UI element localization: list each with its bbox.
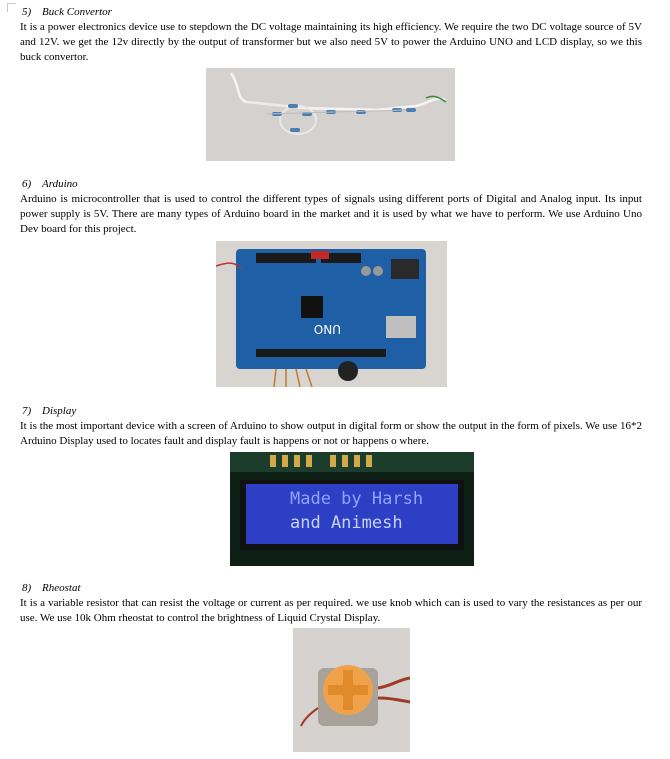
section-buck-convertor [20, 5, 642, 65]
section-heading [20, 581, 642, 596]
section-rheostat [20, 581, 642, 626]
section-display [20, 404, 642, 449]
lcd-line-2: and Animesh [290, 513, 403, 533]
section-title: Arduino [42, 178, 78, 190]
section-title: Buck Convertor [42, 6, 112, 18]
buck-convertor-photo [206, 68, 455, 161]
section-paragraph: It is a variable resistor that can resist the voltage or current as per required. we use knob which can is used to vary the resistances as per our use. We use 10k Ohm rheostat to control the brightness of Liquid Crystal Display. [20, 597, 642, 624]
lcd-display-photo [230, 452, 474, 566]
section-paragraph: It is the most important device with a screen of Arduino to show output in digital form or show the output in the form of pixels. We use 16*2 Arduino Display used to locates fault and display fault is happens or not or happens o where. [20, 420, 642, 447]
section-number: 8) [22, 582, 32, 594]
section-heading [20, 5, 642, 20]
section-heading [20, 177, 642, 192]
section-paragraph: Arduino is microcontroller that is used to control the different types of signals using different ports of Digital and Analog input. Its input power supply is 5V. There are many types of Arduino board in the market and it is used by what we have to perform. We use Arduino Uno Dev board for this project. [20, 193, 642, 235]
section-number: 5) [22, 6, 32, 18]
lcd-line-1: Made by Harsh [290, 489, 424, 509]
section-heading [20, 404, 642, 419]
section-number: 7) [22, 405, 32, 417]
board-label: UNO [313, 322, 341, 336]
section-paragraph: It is a power electronics device use to stepdown the DC voltage maintaining its high efficiency. We require the two DC voltage source of 5V and 12V. we get the 12v directly by the output of transformer but we also need 5V to power the Arduino UNO and LCD display, so we this buck convertor. [20, 21, 642, 63]
section-title: Display [42, 405, 77, 417]
arduino-board-photo [216, 241, 447, 387]
rheostat-photo [293, 628, 410, 752]
section-title: Rheostat [42, 582, 81, 594]
section-number: 6) [22, 178, 32, 190]
section-arduino [20, 177, 642, 237]
page-corner-mark [7, 3, 16, 12]
